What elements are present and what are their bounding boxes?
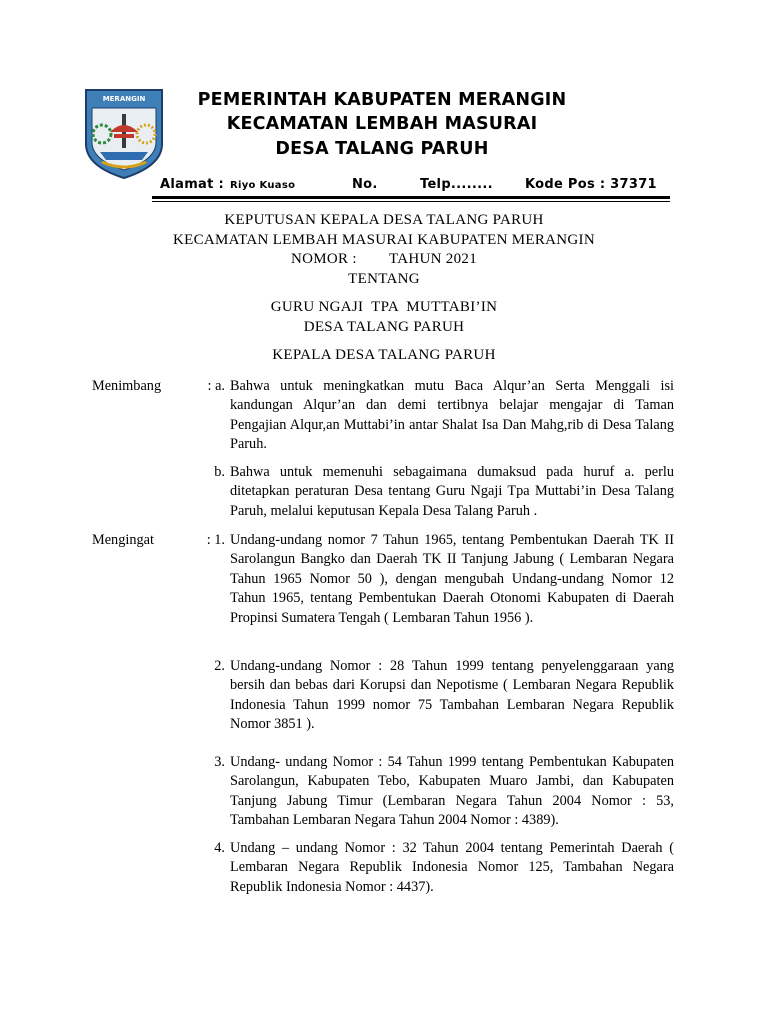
letterhead-government: PEMERINTAH KABUPATEN MERANGIN [197, 90, 567, 110]
decree-about: TENTANG [348, 271, 420, 287]
mengingat-item: Undang- undang Nomor : 54 Tahun 1999 tentang Pembentukan Kabupaten Sarolangun, Kabupaten Tebo, Kabupaten Muaro Jambi, dan Kabupaten Tanjung Jabung Timur (Lembaran Negara Tahun 2004 Nomor : 53, Tambahan Lembaran Negara Tahun 2004 Nomor : 4389). [230, 754, 674, 829]
decree-number: NOMOR : TAHUN 2021 [290, 251, 478, 267]
header-rule-thin [152, 201, 670, 202]
mengingat-item: Undang-undang Nomor : 28 Tahun 1999 tentang penyelenggaraan yang bersih dan bebas dari Korupsi dan Nepotisme ( Lembaran Negara Republik Indonesia Tahun 1999 nomor 75 Tambahan Lembaran Negara Republik Nomor 3851 ). [230, 658, 674, 733]
item-marker: 3. [214, 754, 225, 770]
decree-subtitle: KECAMATAN LEMBAH MASURAI KABUPATEN MERANGIN [172, 232, 595, 248]
decree-subject-village: DESA TALANG PARUH [303, 319, 465, 335]
mengingat-item: Undang-undang nomor 7 Tahun 1965, tentang Pembentukan Daerah TK II Sarolangun Bangko dan Daerah TK II Tanjung Jabung ( Lembaran Negara Tahun 1965 Nomor 50 ), dengan mengubah Undang-undang Nomor 12 Tahun 1965, tentang Pembentukan Daerah Otonomi Kabupaten di Daerah Propinsi Sumatera Tengah ( Lembaran Tahun 1956 ). [230, 532, 674, 626]
decree-subject: GURU NGAJI TPA MUTTABI’IN [270, 299, 498, 315]
item-marker: 4. [214, 840, 225, 856]
mengingat-item: Undang – undang Nomor : 32 Tahun 2004 tentang Pemerintah Daerah ( Lembaran Negara Republik Indonesia Nomor 125, Tambahan Negara Republik Indonesia Nomor : 4437). [230, 840, 674, 895]
item-marker: : 1. [206, 532, 225, 548]
postal-code: Kode Pos : 37371 [525, 177, 657, 192]
header-rule-thick [152, 196, 670, 199]
section-label-mengingat: Mengingat [92, 532, 154, 548]
letterhead-district: KECAMATAN LEMBAH MASURAI [226, 114, 538, 134]
telephone-label: Telp........ [420, 177, 493, 192]
number-label: No. [352, 177, 378, 192]
menimbang-item: Bahwa untuk memenuhi sebagaimana dumaksud pada huruf a. perlu ditetapkan peraturan Desa tentang Guru Ngaji Tpa Muttabi’in Desa Talang Paruh, melalui keputusan Kepala Desa Talang Paruh . [230, 464, 674, 519]
item-marker: b. [214, 464, 225, 480]
item-marker: 2. [214, 658, 225, 674]
section-label-menimbang: Menimbang [92, 378, 162, 394]
address-label: Alamat : [160, 177, 224, 192]
item-marker: : a. [207, 378, 225, 394]
regency-emblem [80, 84, 168, 180]
address-value: Riyo Kuaso [230, 180, 296, 191]
menimbang-item: Bahwa untuk meningkatkan mutu Baca Alqur’an Serta Menggali isi kandungan Alqur’an dan demi tertibnya belajar mengajar di Taman Pengajian Alqur,an Muttabi’in antar Shalat Isa Dan Mahg,rib di Desa Talang Paruh. [230, 378, 674, 453]
decree-issuer: KEPALA DESA TALANG PARUH [272, 347, 496, 363]
emblem-label: MERANGIN [102, 95, 146, 103]
letterhead-village: DESA TALANG PARUH [275, 139, 489, 159]
decree-title: KEPUTUSAN KEPALA DESA TALANG PARUH [224, 212, 544, 228]
